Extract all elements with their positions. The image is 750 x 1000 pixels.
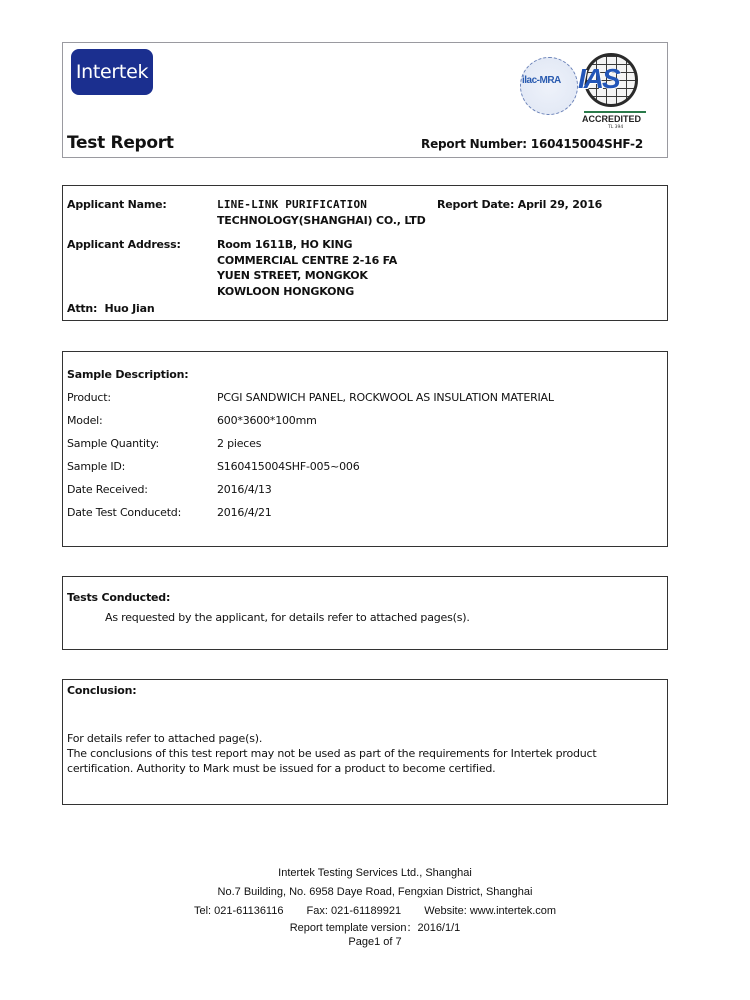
applicant-name-label: Applicant Name: xyxy=(67,198,167,211)
sample-row-label: Sample ID: xyxy=(67,460,126,473)
accredited-text: ACCREDITED xyxy=(582,114,642,124)
intertek-logo-text: Intertek xyxy=(75,61,149,83)
sample-row-label: Sample Quantity: xyxy=(67,437,159,450)
address-line: Room 1611B, HO KING xyxy=(217,238,353,251)
footer-tel: Tel: 021-61136116 xyxy=(193,905,284,917)
report-date-label: Report Date: xyxy=(437,198,515,211)
applicant-address-label: Applicant Address: xyxy=(67,238,181,251)
sample-row-label: Date Received: xyxy=(67,483,148,496)
address-line: COMMERCIAL CENTRE 2-16 FA xyxy=(217,253,398,267)
report-header xyxy=(62,42,668,158)
applicant-section xyxy=(62,185,668,321)
attn-value: Huo Jian xyxy=(104,302,155,315)
sample-row-value: 2016/4/21 xyxy=(217,506,272,519)
report-date-value: April 29, 2016 xyxy=(517,198,603,211)
applicant-name xyxy=(217,197,426,228)
conclusion-line: For details refer to attached page(s). xyxy=(67,732,263,745)
footer-company: Intertek Testing Services Ltd., Shanghai xyxy=(278,867,472,879)
footer-contact xyxy=(0,902,750,921)
page-footer xyxy=(0,864,750,949)
address-line: YUEN STREET, MONGKOK xyxy=(217,269,368,282)
sample-row-value: 600*3600*100mm xyxy=(217,414,317,427)
report-date xyxy=(437,198,602,211)
applicant-address xyxy=(217,237,397,299)
tests-conducted-text: As requested by the applicant, for details refer to attached pages(s). xyxy=(105,611,470,624)
attn-label: Attn: xyxy=(67,302,98,315)
applicant-name-line: LINE-LINK PURIFICATION xyxy=(217,198,368,211)
footer-template-version: Report template version：2016/1/1 xyxy=(289,922,461,934)
sample-description-section xyxy=(62,351,668,547)
sample-row-label: Product: xyxy=(67,391,111,404)
ias-text: IAS xyxy=(578,63,619,94)
page-number: Page1 of 7 xyxy=(348,936,402,948)
sample-row-value: 2 pieces xyxy=(217,437,262,450)
report-number-value: 160415004SHF-2 xyxy=(530,137,643,151)
sample-row-label: Model: xyxy=(67,414,103,427)
tests-conducted-heading: Tests Conducted: xyxy=(67,591,171,604)
accreditation-logos xyxy=(520,53,645,133)
footer-address: No.7 Building, No. 6958 Daye Road, Fengxian District, Shanghai xyxy=(217,886,533,898)
conclusion-heading: Conclusion: xyxy=(67,684,137,697)
sample-row-label: Date Test Conducetd: xyxy=(67,506,182,519)
sample-description-heading: Sample Description: xyxy=(67,368,189,381)
tl-number: TL 394 xyxy=(608,125,624,130)
sample-row-value: PCGI SANDWICH PANEL, ROCKWOOL AS INSULATION MATERIAL xyxy=(217,391,554,404)
tests-conducted-section xyxy=(62,576,668,650)
ilac-mra-logo-icon xyxy=(520,57,578,115)
sample-row-value: S160415004SHF-005~006 xyxy=(217,460,360,473)
address-line: KOWLOON HONGKONG xyxy=(217,284,355,298)
footer-fax: Fax: 021-61189921 xyxy=(306,905,402,917)
report-number xyxy=(421,137,643,151)
sample-row-value: 2016/4/13 xyxy=(217,483,272,496)
footer-website: Website: www.intertek.com xyxy=(424,905,557,917)
ilac-mra-text: ilac-MRA xyxy=(522,75,561,86)
applicant-name-line: TECHNOLOGY(SHANGHAI) CO., LTD xyxy=(217,213,426,227)
conclusion-line: certification. Authority to Mark must be issued for a product to become certified. xyxy=(67,762,496,775)
attention xyxy=(67,302,154,315)
accredited-divider xyxy=(584,111,646,113)
conclusion-line: The conclusions of this test report may not be used as part of the requirements for Intertek product xyxy=(67,747,597,760)
conclusion-section xyxy=(62,679,668,805)
intertek-logo xyxy=(71,49,153,95)
page-title: Test Report xyxy=(67,133,174,153)
report-number-label: Report Number: xyxy=(421,137,527,151)
